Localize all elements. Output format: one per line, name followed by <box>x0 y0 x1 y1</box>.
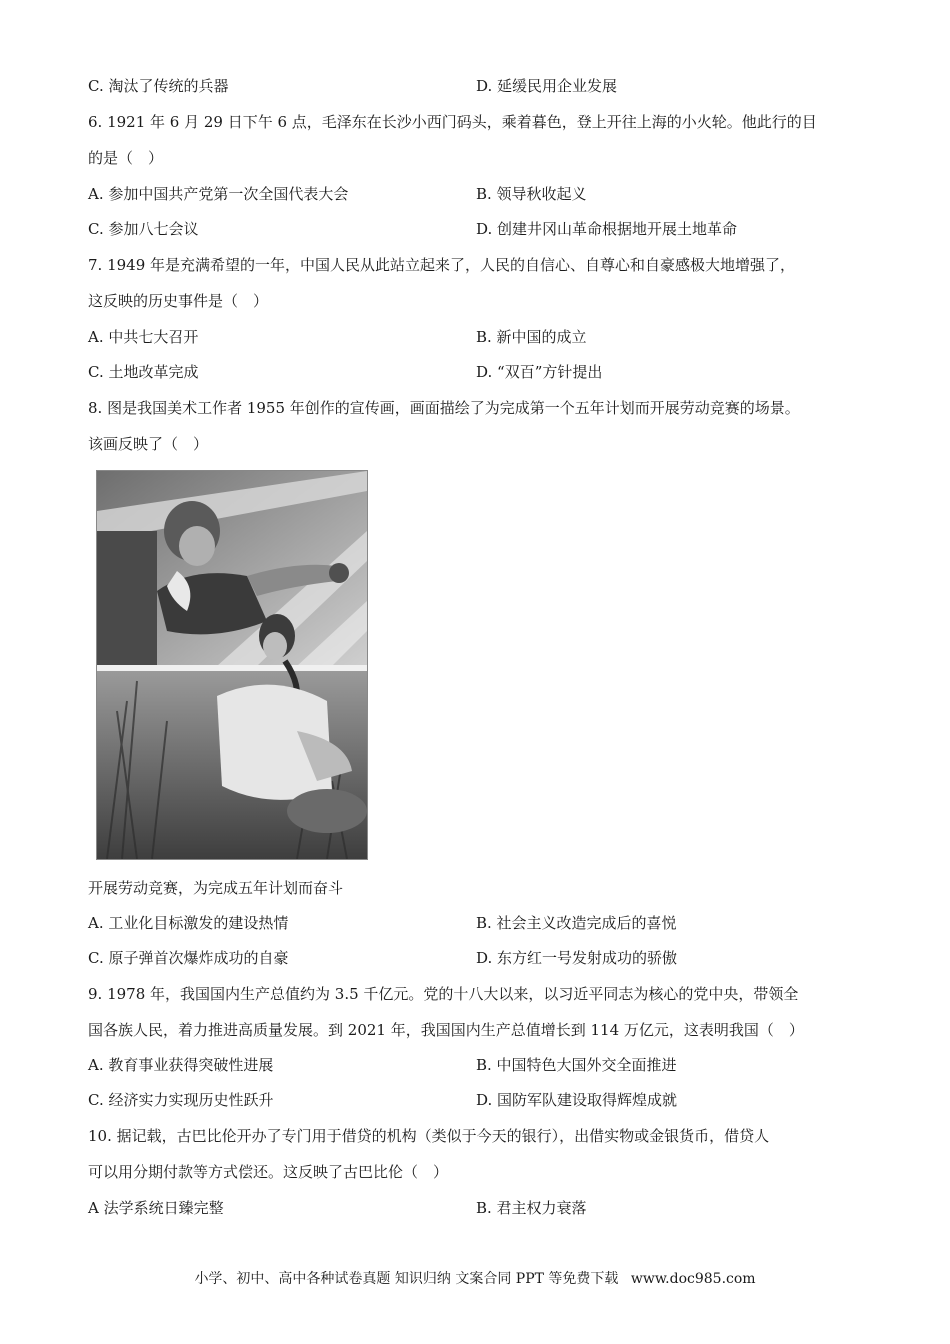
q8-stem-line1: 8. 图是我国美术工作者 1955 年创作的宣传画，画面描绘了为完成第一个五年计划而开展劳动竞赛的场景。 <box>88 399 800 417</box>
q9-option-d: D. 国防军队建设取得辉煌成就 <box>476 1091 678 1109</box>
page-footer <box>0 1269 950 1289</box>
q6-stem-line2: 的是（ ） <box>88 149 164 167</box>
q6-option-a: A. 参加中国共产党第一次全国代表大会 <box>88 185 349 203</box>
q8-option-d: D. 东方红一号发射成功的骄傲 <box>476 949 678 967</box>
q6-stem-line1: 6. 1921 年 6 月 29 日下午 6 点，毛泽东在长沙小西门码头，乘着暮色，登上开往上海的小火轮。他此行的目 <box>88 113 817 131</box>
q9-stem-line1: 9. 1978 年，我国国内生产总值约为 3.5 千亿元。党的十八大以来，以习近平同志为核心的党中央，带领全 <box>88 985 799 1003</box>
propaganda-poster-image <box>96 470 368 860</box>
q10-stem-line1: 10. 据记载，古巴比伦开办了专门用于借贷的机构（类似于今天的银行），出借实物或金银货币，借贷人 <box>88 1127 770 1145</box>
q8-option-b: B. 社会主义改造完成后的喜悦 <box>476 914 677 932</box>
q9-option-b: B. 中国特色大国外交全面推进 <box>476 1056 677 1074</box>
q7-stem-line1: 7. 1949 年是充满希望的一年，中国人民从此站立起来了，人民的自信心、自尊心和自豪感极大地增强了， <box>88 256 796 274</box>
q8-stem-line2: 该画反映了（ ） <box>88 435 209 453</box>
q9-stem-line2: 国各族人民，着力推进高质量发展。到 2021 年，我国国内生产总值增长到 114 万亿元，这表明我国（ ） <box>88 1021 804 1039</box>
q6-option-c: C. 参加八七会议 <box>88 220 199 238</box>
q10-stem-line2: 可以用分期付款等方式偿还。这反映了古巴比伦（ ） <box>88 1163 449 1181</box>
q7-option-b: B. 新中国的成立 <box>476 328 587 346</box>
q10-option-b: B. 君主权力衰落 <box>476 1199 587 1217</box>
q5-option-c: C. 淘汰了传统的兵器 <box>88 77 229 95</box>
q7-option-a: A. 中共七大召开 <box>88 328 199 346</box>
q7-stem-line2: 这反映的历史事件是（ ） <box>88 292 269 310</box>
footer-url[interactable]: www.doc985.com <box>630 1271 756 1287</box>
q9-option-a: A. 教育事业获得突破性进展 <box>88 1056 274 1074</box>
q7-option-c: C. 土地改革完成 <box>88 363 199 381</box>
q8-option-a: A. 工业化目标激发的建设热情 <box>88 914 289 932</box>
footer-text: 小学、初中、高中各种试卷真题 知识归纳 文案合同 PPT 等免费下载 <box>194 1271 619 1287</box>
q8-image-caption: 开展劳动竞赛，为完成五年计划而奋斗 <box>88 879 344 897</box>
q6-option-d: D. 创建井冈山革命根据地开展土地革命 <box>476 220 738 238</box>
q5-option-d: D. 延缓民用企业发展 <box>476 77 618 95</box>
q7-option-d: D. “双百”方针提出 <box>476 363 603 381</box>
q8-option-c: C. 原子弹首次爆炸成功的自豪 <box>88 949 289 967</box>
q6-option-b: B. 领导秋收起义 <box>476 185 587 203</box>
q9-option-c: C. 经济实力实现历史性跃升 <box>88 1091 274 1109</box>
q10-option-a: A 法学系统日臻完整 <box>88 1199 224 1217</box>
